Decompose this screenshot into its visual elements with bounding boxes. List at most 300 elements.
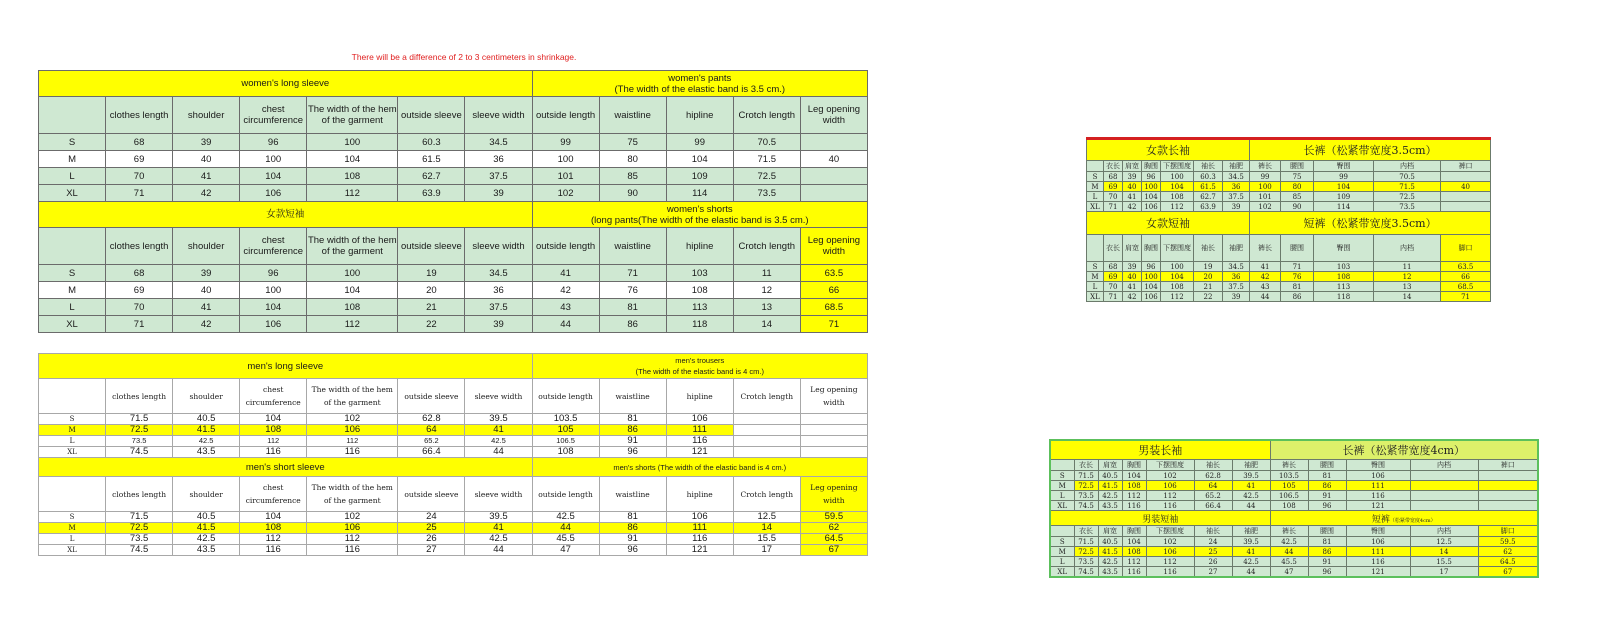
header-cell: 下摆围度	[1146, 526, 1194, 537]
value-cell: 47	[1270, 567, 1308, 578]
value-cell: 76	[599, 282, 666, 299]
value-cell: 44	[465, 447, 532, 458]
header-cell: outside length	[532, 477, 599, 512]
value-cell: 71	[106, 316, 173, 333]
header-cell: outside length	[532, 228, 599, 265]
value-cell: 26	[1194, 557, 1232, 567]
size-cell: L	[1050, 491, 1074, 501]
header-cell: 胸围	[1142, 161, 1161, 172]
header-cell: chest circumference	[240, 228, 307, 265]
value-cell: 43	[532, 299, 599, 316]
value-cell: 64.5	[1478, 557, 1538, 567]
cn-women-shorts-title: 短裤（松紧带宽度3.5cm）	[1250, 212, 1491, 235]
header-cell: Leg opening width	[800, 228, 867, 265]
value-cell: 43.5	[1098, 567, 1122, 578]
cn-women-size-table	[1086, 137, 1491, 302]
value-cell: 96	[599, 545, 666, 556]
value-cell: 69	[106, 151, 173, 168]
value-cell	[800, 414, 867, 425]
value-cell: 41.5	[1098, 481, 1122, 491]
value-cell: 103.5	[532, 414, 599, 425]
size-cell: S	[1087, 172, 1104, 182]
header-cell: 腰围	[1281, 235, 1314, 262]
value-cell: 112	[307, 534, 398, 545]
value-cell: 68.5	[1441, 282, 1491, 292]
header-cell: 腰围	[1308, 526, 1346, 537]
header-cell: sleeve width	[465, 477, 532, 512]
cn-women-short-sleeve-title: 女款短袖	[1087, 212, 1250, 235]
value-cell: 66.4	[1194, 501, 1232, 511]
header-cell: 裤长	[1250, 161, 1281, 172]
header-row	[1050, 526, 1538, 537]
value-cell: 112	[240, 534, 307, 545]
value-cell	[1410, 481, 1478, 491]
header-cell: chest circumference	[240, 379, 307, 414]
value-cell: 25	[398, 523, 465, 534]
value-cell: 71	[106, 185, 173, 202]
value-cell: 86	[1308, 547, 1346, 557]
header-cell: chest circumference	[240, 97, 307, 134]
value-cell: 37.5	[465, 168, 532, 185]
value-cell: 121	[666, 447, 733, 458]
value-cell: 108	[307, 168, 398, 185]
size-cell: XL	[39, 447, 106, 458]
value-cell: 108	[1122, 481, 1146, 491]
value-cell: 71.5	[733, 151, 800, 168]
value-cell: 106	[240, 185, 307, 202]
header-cell: 袖肥	[1232, 460, 1270, 471]
size-cell: XL	[1050, 501, 1074, 511]
size-cell: S	[39, 512, 106, 523]
value-cell: 116	[666, 534, 733, 545]
size-cell: S	[1087, 262, 1104, 272]
value-cell: 116	[240, 447, 307, 458]
header-cell: clothes length	[106, 379, 173, 414]
value-cell: 104	[1142, 282, 1161, 292]
value-cell: 86	[1308, 481, 1346, 491]
header-cell: 臀围	[1346, 526, 1410, 537]
value-cell: 100	[307, 134, 398, 151]
value-cell: 63.9	[398, 185, 465, 202]
table-row	[39, 134, 868, 151]
value-cell: 108	[532, 447, 599, 458]
value-cell: 111	[1346, 481, 1410, 491]
value-cell	[800, 134, 867, 151]
value-cell: 85	[599, 168, 666, 185]
value-cell: 34.5	[1223, 262, 1250, 272]
value-cell: 72.5	[1374, 192, 1441, 202]
value-cell: 20	[398, 282, 465, 299]
header-cell: hipline	[666, 97, 733, 134]
size-cell: S	[39, 134, 106, 151]
value-cell: 67	[800, 545, 867, 556]
table-row	[39, 436, 868, 447]
header-cell: 内档	[1374, 235, 1441, 262]
value-cell: 20	[1194, 272, 1223, 282]
value-cell: 42	[1250, 272, 1281, 282]
value-cell: 70.5	[733, 134, 800, 151]
value-cell: 67	[1478, 567, 1538, 578]
value-cell: 100	[1161, 172, 1194, 182]
value-cell: 106	[240, 316, 307, 333]
value-cell: 116	[666, 436, 733, 447]
value-cell: 104	[240, 512, 307, 523]
value-cell: 104	[240, 299, 307, 316]
value-cell: 62	[1478, 547, 1538, 557]
value-cell: 102	[307, 414, 398, 425]
value-cell: 100	[240, 151, 307, 168]
header-cell: The width of the hem of the garment	[307, 477, 398, 512]
value-cell: 34.5	[465, 134, 532, 151]
value-cell: 40.5	[173, 512, 240, 523]
header-cell: Crotch length	[733, 228, 800, 265]
value-cell: 106	[1142, 292, 1161, 302]
table-row	[1087, 202, 1491, 212]
header-cell: outside sleeve	[398, 379, 465, 414]
value-cell: 108	[666, 282, 733, 299]
value-cell	[800, 425, 867, 436]
table-row-highlighted	[1050, 547, 1538, 557]
value-cell: 41	[1250, 262, 1281, 272]
table-row-highlighted	[1050, 481, 1538, 491]
value-cell: 39	[173, 134, 240, 151]
value-cell: 72.5	[1074, 481, 1098, 491]
value-cell: 104	[1161, 272, 1194, 282]
women-long-sleeve-title: women's long sleeve	[39, 71, 533, 97]
cn-men-size-table	[1049, 439, 1539, 578]
size-cell: S	[39, 414, 106, 425]
value-cell: 104	[1122, 471, 1146, 481]
value-cell: 42	[173, 316, 240, 333]
value-cell: 12	[733, 282, 800, 299]
value-cell: 14	[733, 523, 800, 534]
value-cell: 14	[1410, 547, 1478, 557]
value-cell: 112	[1146, 557, 1194, 567]
table-row	[1050, 567, 1538, 578]
header-cell: Crotch length	[733, 379, 800, 414]
value-cell: 60.3	[398, 134, 465, 151]
women-short-sleeve-title: 女款短袖	[39, 202, 533, 228]
value-cell: 44	[1250, 292, 1281, 302]
value-cell: 73.5	[106, 534, 173, 545]
table-row	[39, 168, 868, 185]
value-cell: 102	[532, 185, 599, 202]
value-cell: 43.5	[173, 545, 240, 556]
cn-women-long-sleeve-title: 女款长袖	[1087, 139, 1250, 161]
header-cell: chest circumference	[240, 477, 307, 512]
value-cell: 76	[1281, 272, 1314, 282]
value-cell: 96	[240, 134, 307, 151]
value-cell: 100	[307, 265, 398, 282]
size-cell: XL	[39, 316, 106, 333]
header-cell	[1050, 526, 1074, 537]
value-cell: 100	[1142, 272, 1161, 282]
header-cell: outside sleeve	[398, 228, 465, 265]
value-cell: 112	[307, 185, 398, 202]
value-cell: 86	[599, 316, 666, 333]
table-row	[1087, 192, 1491, 202]
value-cell: 81	[1308, 537, 1346, 547]
header-cell: 衣长	[1074, 526, 1098, 537]
value-cell: 61.5	[398, 151, 465, 168]
value-cell: 116	[1146, 501, 1194, 511]
size-cell: S	[39, 265, 106, 282]
value-cell: 42.5	[1232, 491, 1270, 501]
header-cell: 袖肥	[1223, 161, 1250, 172]
table-row	[39, 414, 868, 425]
value-cell: 34.5	[1223, 172, 1250, 182]
value-cell: 43.5	[173, 447, 240, 458]
value-cell: 42.5	[173, 534, 240, 545]
value-cell: 44	[532, 316, 599, 333]
value-cell: 39.5	[1232, 537, 1270, 547]
value-cell: 99	[1314, 172, 1374, 182]
value-cell: 99	[666, 134, 733, 151]
value-cell: 121	[1346, 501, 1410, 511]
value-cell: 121	[666, 545, 733, 556]
value-cell: 39	[1223, 202, 1250, 212]
value-cell: 71	[599, 265, 666, 282]
value-cell: 116	[307, 545, 398, 556]
value-cell: 37.5	[1223, 192, 1250, 202]
header-row	[39, 97, 868, 134]
value-cell: 71	[1441, 292, 1491, 302]
header-cell: Leg opening width	[800, 477, 867, 512]
value-cell: 75	[599, 134, 666, 151]
header-cell: 肩宽	[1098, 460, 1122, 471]
header-cell	[39, 477, 106, 512]
women-shorts-title	[532, 202, 867, 228]
header-cell	[1050, 460, 1074, 471]
header-cell: outside length	[532, 97, 599, 134]
header-row	[1050, 460, 1538, 471]
table-row-highlighted	[1087, 272, 1491, 282]
value-cell: 114	[1314, 202, 1374, 212]
value-cell: 116	[1122, 567, 1146, 578]
value-cell: 65.2	[398, 436, 465, 447]
header-cell: sleeve width	[465, 379, 532, 414]
header-cell: Leg opening width	[800, 379, 867, 414]
size-cell: XL	[1087, 292, 1104, 302]
value-cell: 74.5	[106, 447, 173, 458]
value-cell: 112	[1161, 202, 1194, 212]
value-cell	[800, 436, 867, 447]
value-cell: 102	[1146, 471, 1194, 481]
value-cell: 70	[1104, 192, 1123, 202]
value-cell: 73.5	[1374, 202, 1441, 212]
value-cell: 45.5	[532, 534, 599, 545]
value-cell: 91	[599, 534, 666, 545]
value-cell: 112	[307, 436, 398, 447]
value-cell: 69	[106, 282, 173, 299]
value-cell: 62.8	[398, 414, 465, 425]
value-cell: 68.5	[800, 299, 867, 316]
value-cell: 42.5	[1098, 491, 1122, 501]
value-cell: 108	[1161, 282, 1194, 292]
value-cell: 118	[1314, 292, 1374, 302]
value-cell: 106	[1146, 547, 1194, 557]
value-cell: 112	[1122, 491, 1146, 501]
value-cell	[1441, 192, 1491, 202]
header-cell: outside length	[532, 379, 599, 414]
value-cell: 14	[733, 316, 800, 333]
value-cell: 39.5	[465, 512, 532, 523]
title-line: (The width of the elastic band is 4 cm.)	[635, 367, 764, 376]
value-cell: 36	[465, 282, 532, 299]
value-cell: 21	[398, 299, 465, 316]
value-cell: 101	[532, 168, 599, 185]
value-cell: 25	[1194, 547, 1232, 557]
table-row	[39, 545, 868, 556]
header-row	[39, 379, 868, 414]
header-cell: 裤口	[1441, 161, 1491, 172]
value-cell: 60.3	[1194, 172, 1223, 182]
header-cell	[1087, 235, 1104, 262]
value-cell: 116	[1146, 567, 1194, 578]
table-row	[39, 447, 868, 458]
value-cell: 112	[1161, 292, 1194, 302]
value-cell: 118	[666, 316, 733, 333]
header-cell: Crotch length	[733, 477, 800, 512]
size-cell: XL	[1050, 567, 1074, 578]
header-cell: 肩宽	[1098, 526, 1122, 537]
value-cell: 39	[465, 316, 532, 333]
value-cell: 39.5	[1232, 471, 1270, 481]
value-cell: 111	[1346, 547, 1410, 557]
header-cell: hipline	[666, 228, 733, 265]
value-cell: 103.5	[1270, 471, 1308, 481]
value-cell: 102	[307, 512, 398, 523]
size-cell: XL	[1087, 202, 1104, 212]
value-cell: 81	[599, 299, 666, 316]
value-cell: 116	[307, 447, 398, 458]
value-cell: 85	[1281, 192, 1314, 202]
value-cell	[733, 447, 800, 458]
value-cell: 19	[398, 265, 465, 282]
table-row	[39, 185, 868, 202]
value-cell: 62.7	[1194, 192, 1223, 202]
size-cell: M	[39, 282, 106, 299]
value-cell: 74.5	[1074, 567, 1098, 578]
table-row-highlighted	[1087, 182, 1491, 192]
value-cell: 112	[307, 316, 398, 333]
value-cell: 72.5	[1074, 547, 1098, 557]
value-cell: 111	[666, 523, 733, 534]
value-cell: 105	[1270, 481, 1308, 491]
size-cell: M	[39, 425, 106, 436]
size-cell: M	[1050, 481, 1074, 491]
value-cell: 40	[1123, 182, 1142, 192]
header-cell: shoulder	[173, 477, 240, 512]
header-cell: waistline	[599, 379, 666, 414]
value-cell	[1478, 471, 1538, 481]
value-cell: 21	[1194, 282, 1223, 292]
men-size-table	[38, 353, 868, 556]
value-cell: 42.5	[1098, 557, 1122, 567]
value-cell: 111	[666, 425, 733, 436]
value-cell: 22	[398, 316, 465, 333]
header-cell: waistline	[599, 477, 666, 512]
table-row	[1087, 262, 1491, 272]
header-cell: 裤长	[1270, 460, 1308, 471]
women-pants-title	[532, 71, 867, 97]
size-cell: L	[1050, 557, 1074, 567]
value-cell: 24	[1194, 537, 1232, 547]
value-cell	[800, 447, 867, 458]
size-cell: M	[39, 523, 106, 534]
value-cell: 17	[1410, 567, 1478, 578]
value-cell: 70	[106, 299, 173, 316]
header-cell: 袖肥	[1232, 526, 1270, 537]
value-cell: 14	[1374, 292, 1441, 302]
value-cell: 63.5	[800, 265, 867, 282]
size-cell: L	[39, 436, 106, 447]
value-cell: 109	[666, 168, 733, 185]
value-cell: 86	[1281, 292, 1314, 302]
cn-women-pants-title: 长裤（松紧带宽度3.5cm）	[1250, 139, 1491, 161]
value-cell: 104	[1122, 537, 1146, 547]
value-cell: 68	[1104, 172, 1123, 182]
value-cell: 71	[1104, 202, 1123, 212]
value-cell: 61.5	[1194, 182, 1223, 192]
value-cell: 109	[1314, 192, 1374, 202]
value-cell: 102	[1146, 537, 1194, 547]
value-cell: 40.5	[1098, 537, 1122, 547]
value-cell: 15.5	[1410, 557, 1478, 567]
value-cell: 100	[1161, 262, 1194, 272]
value-cell: 96	[1308, 501, 1346, 511]
header-cell: 胸围	[1122, 526, 1146, 537]
value-cell: 42.5	[465, 436, 532, 447]
value-cell: 70	[106, 168, 173, 185]
value-cell: 27	[1194, 567, 1232, 578]
value-cell: 40	[173, 151, 240, 168]
value-cell: 112	[240, 436, 307, 447]
header-cell: 袖长	[1194, 526, 1232, 537]
value-cell: 40	[1441, 182, 1491, 192]
table-row	[1087, 172, 1491, 182]
value-cell	[1441, 202, 1491, 212]
header-cell: 肩宽	[1123, 235, 1142, 262]
value-cell: 13	[1374, 282, 1441, 292]
value-cell: 12.5	[733, 512, 800, 523]
value-cell: 71	[800, 316, 867, 333]
title-line: women's pants	[668, 72, 732, 84]
cn-men-short-sleeve-title: 男装短袖	[1050, 511, 1270, 526]
value-cell: 74.5	[1074, 501, 1098, 511]
value-cell: 44	[532, 523, 599, 534]
title-line: (The width of the elastic band is 3.5 cm.)	[614, 83, 786, 95]
value-cell: 41	[1123, 192, 1142, 202]
title-line: men's trousers	[675, 356, 725, 365]
title-main: 短裤	[1371, 514, 1390, 525]
value-cell: 71.5	[1074, 537, 1098, 547]
value-cell: 113	[666, 299, 733, 316]
value-cell: 59.5	[1478, 537, 1538, 547]
value-cell: 116	[1346, 557, 1410, 567]
value-cell: 42.5	[532, 512, 599, 523]
header-cell: 腰围	[1281, 161, 1314, 172]
header-cell: Leg opening width	[800, 97, 867, 134]
value-cell: 108	[1314, 272, 1374, 282]
header-cell: 腰围	[1308, 460, 1346, 471]
value-cell: 41.5	[173, 523, 240, 534]
value-cell: 64.5	[800, 534, 867, 545]
value-cell: 44	[1232, 501, 1270, 511]
value-cell: 13	[733, 299, 800, 316]
value-cell: 63.5	[1441, 262, 1491, 272]
header-cell: 肩宽	[1123, 161, 1142, 172]
